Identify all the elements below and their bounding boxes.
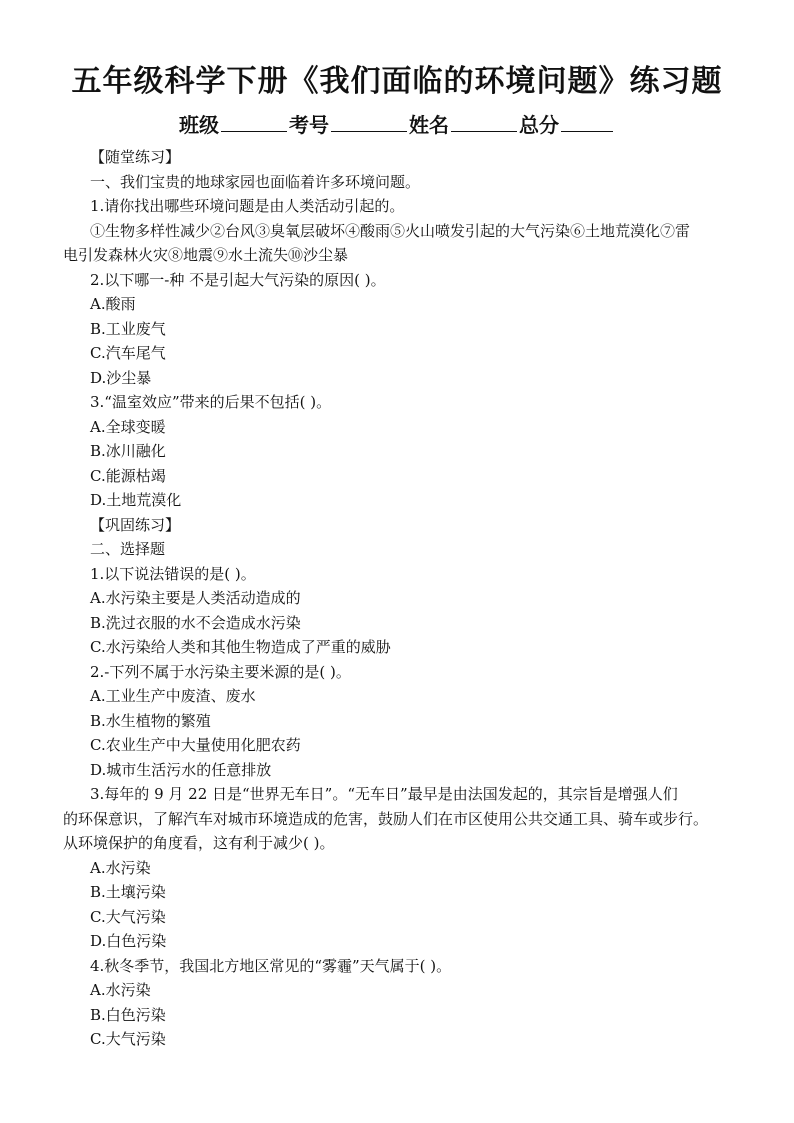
option[interactable]: D.土地荒漠化 (90, 491, 182, 509)
score-label: 总分 (519, 113, 559, 137)
section-header: 【巩固练习】 (90, 515, 181, 534)
worksheet-body (63, 145, 737, 1052)
name-label: 姓名 (409, 113, 449, 137)
option[interactable]: C.水污染给人类和其他生物造成了严重的威胁 (90, 638, 391, 656)
option[interactable]: B.冰川融化 (90, 442, 166, 460)
question-text: 4.秋冬季节，我国北方地区常见的“雾霾”天气属于( )。 (90, 956, 452, 975)
option[interactable]: A.水污染 (90, 981, 151, 999)
option[interactable]: B.洗过衣服的水不会造成水污染 (90, 613, 301, 632)
option[interactable]: B.水生植物的繁殖 (90, 711, 211, 730)
page-title: 五年级科学下册《我们面临的环境问题》练习题 (71, 64, 723, 99)
question-text: 1.请你找出哪些环境问题是由人类活动引起的。 (90, 197, 405, 215)
question-items: ①生物多样性减少②台风③臭氧层破坏④酸雨⑤火山喷发引起的大气污染⑥土地荒漠化⑦雷 (90, 221, 691, 240)
question-items: 电引发森林火灾⑧地震⑨水土流失⑩沙尘暴 (63, 246, 349, 264)
class-label: 班级 (179, 113, 219, 137)
option[interactable]: A.水污染 (90, 858, 151, 877)
option[interactable]: C.农业生产中大量使用化肥农药 (90, 736, 301, 754)
option[interactable]: A.全球变暖 (90, 417, 166, 436)
option[interactable]: C.大气污染 (90, 907, 166, 926)
option[interactable]: D.城市生活污水的任意排放 (90, 760, 272, 779)
option[interactable]: C.大气污染 (90, 1030, 166, 1048)
option[interactable]: B.土壤污染 (90, 883, 166, 901)
student-info-line (0, 111, 794, 139)
option[interactable]: B.工业废气 (90, 319, 166, 338)
question-text: 3.每年的 9 月 22 日是“世界无车日”。“无车日”最早是由法国发起的，其宗旨是增强人们 (90, 785, 678, 803)
class-blank[interactable] (221, 111, 287, 132)
score-blank[interactable] (561, 111, 613, 132)
option[interactable]: A.工业生产中废渣、废水 (90, 687, 256, 705)
question-text: 2.以下哪一-种 不是引起大气污染的原因( )。 (90, 270, 386, 289)
section-intro: 一、我们宝贵的地球家园也面临着许多环境问题。 (90, 172, 421, 191)
option[interactable]: A.酸雨 (90, 295, 136, 313)
option[interactable]: C.能源枯竭 (90, 466, 166, 485)
section-header: 【随堂练习】 (90, 148, 181, 166)
question-text: 的环保意识，了解汽车对城市环境造成的危害，鼓励人们在市区使用公共交通工具、骑车或步行。 (63, 809, 709, 828)
option[interactable]: B.白色污染 (90, 1005, 166, 1024)
option[interactable]: C.汽车尾气 (90, 344, 166, 362)
question-text: 1.以下说法错误的是( )。 (90, 564, 256, 583)
name-blank[interactable] (451, 111, 517, 132)
option[interactable]: A.水污染主要是人类活动造成的 (90, 589, 301, 607)
question-text: 2.-下列不属于水污染主要米源的是( )。 (90, 662, 351, 681)
question-text: 3.“温室效应”带来的后果不包括( )。 (90, 393, 332, 411)
number-label: 考号 (289, 113, 329, 137)
option[interactable]: D.沙尘暴 (90, 368, 152, 387)
number-blank[interactable] (331, 111, 407, 132)
question-text: 从环境保护的角度看，这有利于减少( )。 (63, 834, 335, 852)
option[interactable]: D.白色污染 (90, 932, 167, 950)
section-intro: 二、选择题 (90, 540, 166, 558)
